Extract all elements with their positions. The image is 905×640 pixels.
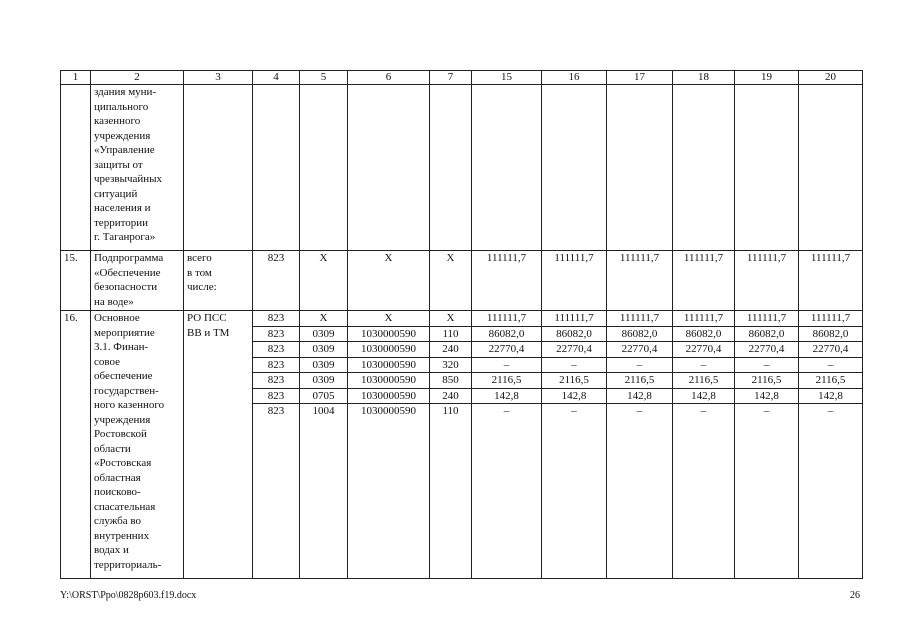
text-line: учреждения [94, 413, 151, 426]
empty-cell [348, 85, 430, 251]
value-cell: 823 [253, 357, 300, 373]
value-cell: 111111,7 [673, 251, 735, 311]
value-cell: 86082,0 [472, 326, 542, 342]
text-line: числе: [187, 281, 217, 293]
text-line: ципального [94, 100, 149, 113]
column-header: 6 [348, 71, 430, 85]
empty-cell [542, 85, 607, 251]
value-cell: – [542, 404, 607, 579]
value-cell: – [799, 404, 863, 579]
row-description [91, 85, 184, 251]
value-cell: 1030000590 [348, 342, 430, 358]
value-cell: 142,8 [673, 388, 735, 404]
value-cell: 0309 [300, 373, 348, 389]
value-cell: 823 [253, 388, 300, 404]
value-cell: 2116,5 [607, 373, 673, 389]
value-cell: 1030000590 [348, 326, 430, 342]
empty-cell [607, 85, 673, 251]
text-line: областная [94, 471, 141, 484]
value-cell: X [300, 251, 348, 311]
text-line: совое [94, 355, 121, 368]
text-line: здания муни- [94, 86, 157, 98]
text-line: учреждения [94, 129, 151, 142]
value-cell: 110 [430, 404, 472, 579]
text-line: Основное [94, 312, 140, 324]
value-cell: X [430, 311, 472, 327]
value-cell: X [348, 251, 430, 311]
value-cell: 0309 [300, 357, 348, 373]
value-cell: 86082,0 [673, 326, 735, 342]
text-line: РО ПСС [187, 312, 227, 324]
text-line: области [94, 442, 131, 455]
table-row [61, 85, 863, 251]
value-cell: 86082,0 [735, 326, 799, 342]
column-header: 1 [61, 71, 91, 85]
value-cell: 823 [253, 373, 300, 389]
value-cell: 111111,7 [472, 311, 542, 327]
text-line: мероприятие [94, 326, 155, 339]
text-line: обеспечение [94, 370, 153, 382]
value-cell: – [799, 357, 863, 373]
text-line: на воде» [94, 295, 134, 308]
value-cell: 0309 [300, 342, 348, 358]
value-cell: 0309 [300, 326, 348, 342]
column-header: 20 [799, 71, 863, 85]
text-line: ситуаций [94, 187, 138, 200]
text-line: чрезвычайных [94, 173, 163, 185]
value-cell: – [735, 357, 799, 373]
value-cell: – [472, 404, 542, 579]
text-line: территории [94, 216, 149, 229]
value-cell: – [472, 357, 542, 373]
value-cell: 111111,7 [673, 311, 735, 327]
value-cell: 86082,0 [607, 326, 673, 342]
value-cell: 2116,5 [735, 373, 799, 389]
page-number: 26 [850, 590, 860, 601]
value-cell: 1030000590 [348, 373, 430, 389]
value-cell: 22770,4 [472, 342, 542, 358]
value-cell: 142,8 [542, 388, 607, 404]
text-line: в том [187, 266, 212, 279]
value-cell: 111111,7 [607, 251, 673, 311]
value-cell: 823 [253, 342, 300, 358]
value-cell: 320 [430, 357, 472, 373]
value-cell: 111111,7 [472, 251, 542, 311]
value-cell: X [348, 311, 430, 327]
text-line: «Обеспечение [94, 266, 161, 279]
text-line: безопасности [94, 281, 158, 293]
empty-cell [673, 85, 735, 251]
text-line: территориаль- [94, 558, 162, 571]
value-cell: X [430, 251, 472, 311]
value-cell: 142,8 [735, 388, 799, 404]
row-description [91, 311, 184, 579]
value-cell: 86082,0 [542, 326, 607, 342]
value-cell: 850 [430, 373, 472, 389]
column-header: 15 [472, 71, 542, 85]
value-cell: 111111,7 [735, 251, 799, 311]
value-cell: 823 [253, 311, 300, 327]
value-cell: 111111,7 [607, 311, 673, 327]
value-cell: 2116,5 [472, 373, 542, 389]
empty-cell [472, 85, 542, 251]
text-line: водах и [94, 544, 129, 556]
value-cell: – [673, 404, 735, 579]
budget-table [60, 70, 863, 579]
value-cell: – [673, 357, 735, 373]
text-line: государствен- [94, 384, 159, 397]
value-cell: 110 [430, 326, 472, 342]
value-cell: 111111,7 [542, 251, 607, 311]
empty-cell [430, 85, 472, 251]
text-line: г. Таганрога» [94, 231, 156, 243]
value-cell: 1030000590 [348, 388, 430, 404]
value-cell: 823 [253, 326, 300, 342]
column-header: 2 [91, 71, 184, 85]
text-line: Ростовской [94, 428, 147, 440]
column-header: 16 [542, 71, 607, 85]
column-header: 3 [184, 71, 253, 85]
text-line: населения и [94, 202, 151, 214]
text-line: «Управление [94, 144, 155, 156]
value-cell: 0705 [300, 388, 348, 404]
value-cell: X [300, 311, 348, 327]
text-line: 3.1. Финан- [94, 341, 149, 353]
value-cell: 111111,7 [799, 311, 863, 327]
row-executor [184, 251, 253, 311]
value-cell: 142,8 [472, 388, 542, 404]
value-cell: 240 [430, 342, 472, 358]
text-line: Подпрограмма [94, 252, 164, 264]
value-cell: 240 [430, 388, 472, 404]
value-cell: 22770,4 [542, 342, 607, 358]
value-cell: 22770,4 [735, 342, 799, 358]
value-cell: 823 [253, 251, 300, 311]
text-line: ВВ и ТМ [187, 326, 230, 339]
value-cell: 22770,4 [673, 342, 735, 358]
empty-cell [253, 85, 300, 251]
value-cell: 111111,7 [542, 311, 607, 327]
value-cell: – [607, 357, 673, 373]
value-cell: 1030000590 [348, 357, 430, 373]
value-cell: 1030000590 [348, 404, 430, 579]
value-cell: 86082,0 [799, 326, 863, 342]
column-header: 19 [735, 71, 799, 85]
column-header: 7 [430, 71, 472, 85]
empty-cell [300, 85, 348, 251]
value-cell: 823 [253, 404, 300, 579]
file-path: Y:\ORST\Ppo\0828p603.f19.docx [60, 590, 197, 601]
empty-cell [184, 85, 253, 251]
empty-cell [799, 85, 863, 251]
value-cell: 142,8 [799, 388, 863, 404]
table-row [61, 311, 863, 327]
row-executor [184, 311, 253, 579]
text-line: ного казенного [94, 399, 165, 411]
column-header: 5 [300, 71, 348, 85]
row-description [91, 251, 184, 311]
value-cell: – [735, 404, 799, 579]
text-line: служба во [94, 515, 142, 527]
value-cell: 111111,7 [799, 251, 863, 311]
value-cell: 2116,5 [673, 373, 735, 389]
value-cell: – [607, 404, 673, 579]
value-cell: 142,8 [607, 388, 673, 404]
text-line: поисково- [94, 486, 141, 498]
value-cell: 22770,4 [607, 342, 673, 358]
header-row [61, 71, 863, 85]
empty-cell [735, 85, 799, 251]
text-line: всего [187, 252, 212, 264]
value-cell: 111111,7 [735, 311, 799, 327]
value-cell: 2116,5 [799, 373, 863, 389]
text-line: спасательная [94, 500, 156, 513]
text-line: внутренних [94, 529, 150, 542]
column-header: 18 [673, 71, 735, 85]
row-number: 15. [61, 251, 91, 311]
text-line: защиты от [94, 158, 143, 171]
value-cell: 2116,5 [542, 373, 607, 389]
row-number: 16. [61, 311, 91, 579]
value-cell: 1004 [300, 404, 348, 579]
empty-cell [61, 85, 91, 251]
value-cell: – [542, 357, 607, 373]
table-row [61, 251, 863, 311]
column-header: 17 [607, 71, 673, 85]
text-line: «Ростовская [94, 457, 152, 469]
value-cell: 22770,4 [799, 342, 863, 358]
text-line: казенного [94, 115, 141, 127]
column-header: 4 [253, 71, 300, 85]
